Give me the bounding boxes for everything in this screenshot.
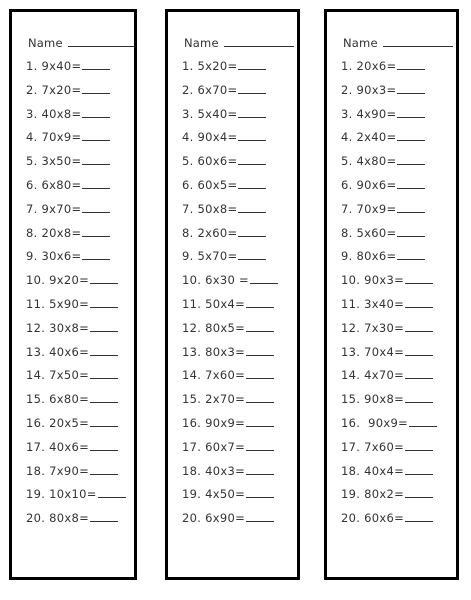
problem-item [26,273,130,297]
problem-text: 18. 40x4= [341,463,405,478]
problem-text: 5. 4x80= [341,154,397,169]
answer-blank [405,511,433,522]
problem-text: 2. 90x3= [341,82,397,97]
problem-item [341,416,452,440]
problem-text: 12. 7x30= [341,320,405,335]
answer-blank [90,416,118,427]
answer-blank [238,202,266,213]
problem-text: 1. 20x6= [341,59,397,73]
problem-text: 18. 7x90= [26,463,90,478]
answer-blank [405,273,433,284]
problem-text: 8. 20x8= [26,225,82,240]
problem-item [182,321,293,345]
answer-blank [397,178,425,189]
problem-text: 11. 5x90= [26,296,90,311]
answer-blank [405,440,433,451]
problem-item [182,59,293,83]
problem-text: 7. 50x8= [182,201,238,216]
problem-text: 19. 4x50= [182,487,246,502]
problem-item [26,297,130,321]
problem-text: 16. 90x9= [341,415,408,430]
problem-text: 10. 6x30 = [182,273,249,288]
answer-blank [409,416,437,427]
problem-text: 10. 90x3= [341,273,405,288]
answer-blank [90,392,118,403]
worksheet-strip-2 [165,9,300,580]
answer-blank [82,249,110,260]
problem-text: 16. 20x5= [26,415,90,430]
problem-item [26,464,130,488]
answer-blank [246,487,274,498]
problem-text: 1. 5x20= [182,59,238,73]
problem-text: 9. 30x6= [26,249,82,264]
problem-text: 7. 70x9= [341,201,397,216]
name-blank [383,38,453,47]
problem-text: 3. 5x40= [182,106,238,121]
answer-blank [238,107,266,118]
answer-blank [90,511,118,522]
problem-item [26,83,130,107]
answer-blank [397,130,425,141]
problem-text: 20. 60x6= [341,511,405,526]
worksheet-strip-1 [9,9,137,580]
problem-item [26,59,130,83]
answer-blank [82,178,110,189]
problem-text: 4. 70x9= [26,130,82,145]
answer-blank [250,273,278,284]
problem-item [182,345,293,369]
problem-item [182,416,293,440]
problem-text: 11. 50x4= [182,296,246,311]
name-label: Name [343,36,378,50]
problem-text: 6. 60x5= [182,177,238,192]
problem-item [341,297,452,321]
problem-text: 2. 7x20= [26,82,82,97]
answer-blank [82,107,110,118]
problem-item [182,154,293,178]
answer-blank [238,130,266,141]
problem-item [26,202,130,226]
answer-blank [397,226,425,237]
problem-text: 15. 90x8= [341,392,405,407]
answer-blank [82,202,110,213]
problem-item [341,154,452,178]
problem-text: 9. 5x70= [182,249,238,264]
problem-text: 1. 9x40= [26,59,82,73]
answer-blank [238,249,266,260]
answer-blank [90,321,118,332]
answer-blank [405,487,433,498]
problem-item [341,130,452,154]
problem-item [26,416,130,440]
answer-blank [397,83,425,94]
problem-item [341,368,452,392]
answer-blank [246,368,274,379]
name-label: Name [28,36,63,50]
problem-text: 17. 7x60= [341,439,405,454]
problem-item [341,273,452,297]
problem-item [341,392,452,416]
problem-text: 5. 3x50= [26,154,82,169]
problem-text: 4. 2x40= [341,130,397,145]
problem-item [26,249,130,273]
answer-blank [238,59,266,70]
problem-item [182,226,293,250]
problem-item [182,249,293,273]
problem-item [341,464,452,488]
problem-item [182,273,293,297]
problem-list [341,59,452,535]
problem-text: 14. 4x70= [341,368,405,383]
problem-item [26,487,130,511]
answer-blank [405,345,433,356]
problem-item [26,130,130,154]
problem-item [341,511,452,535]
problem-text: 20. 80x8= [26,511,90,526]
problem-item [182,487,293,511]
answer-blank [246,440,274,451]
answer-blank [90,297,118,308]
problem-text: 13. 70x4= [341,344,405,359]
problem-text: 7. 9x70= [26,201,82,216]
answer-blank [238,178,266,189]
problem-text: 17. 40x6= [26,439,90,454]
problem-text: 18. 40x3= [182,463,246,478]
answer-blank [397,154,425,165]
problem-item [182,83,293,107]
problem-text: 15. 2x70= [182,392,246,407]
problem-item [182,464,293,488]
problem-text: 16. 90x9= [182,415,246,430]
problem-text: 6. 6x80= [26,177,82,192]
answer-blank [405,368,433,379]
problem-item [182,202,293,226]
answer-blank [246,321,274,332]
answer-blank [82,226,110,237]
answer-blank [82,83,110,94]
problem-item [182,107,293,131]
answer-blank [397,107,425,118]
problem-item [182,130,293,154]
problem-item [341,249,452,273]
name-line [28,36,134,50]
problem-text: 9. 80x6= [341,249,397,264]
problem-text: 20. 6x90= [182,511,246,526]
answer-blank [397,202,425,213]
problem-item [341,83,452,107]
problem-item [26,321,130,345]
answer-blank [238,83,266,94]
problem-item [341,440,452,464]
problem-item [341,345,452,369]
problem-item [26,154,130,178]
answer-blank [397,59,425,70]
answer-blank [397,249,425,260]
problem-item [182,297,293,321]
problem-text: 19. 80x2= [341,487,405,502]
problem-item [341,321,452,345]
problem-text: 3. 40x8= [26,106,82,121]
problem-text: 13. 40x6= [26,344,90,359]
problem-item [341,178,452,202]
answer-blank [405,464,433,475]
name-blank [224,38,294,47]
problem-list [182,59,293,535]
answer-blank [98,487,126,498]
problem-text: 10. 9x20= [26,273,90,288]
problem-text: 2. 6x70= [182,82,238,97]
problem-text: 19. 10x10= [26,487,97,502]
worksheet-strip-3 [324,9,459,580]
problem-item [341,487,452,511]
problem-list [26,59,130,535]
problem-text: 14. 7x60= [182,368,246,383]
problem-text: 4. 90x4= [182,130,238,145]
answer-blank [90,440,118,451]
answer-blank [246,511,274,522]
problem-item [26,440,130,464]
answer-blank [238,154,266,165]
problem-item [26,511,130,535]
answer-blank [405,321,433,332]
problem-item [341,202,452,226]
name-blank [68,38,134,47]
problem-text: 13. 80x3= [182,344,246,359]
problem-text: 6. 90x6= [341,177,397,192]
answer-blank [82,154,110,165]
problem-text: 17. 60x7= [182,439,246,454]
problem-text: 5. 60x6= [182,154,238,169]
answer-blank [90,345,118,356]
answer-blank [405,297,433,308]
answer-blank [246,392,274,403]
answer-blank [82,130,110,141]
answer-blank [82,59,110,70]
answer-blank [246,345,274,356]
problem-text: 8. 2x60= [182,225,238,240]
answer-blank [246,464,274,475]
problem-item [26,178,130,202]
problem-item [26,107,130,131]
problem-text: 12. 80x5= [182,320,246,335]
answer-blank [246,416,274,427]
problem-item [182,440,293,464]
name-line [184,36,294,50]
problem-item [182,511,293,535]
problem-text: 14. 7x50= [26,368,90,383]
answer-blank [405,392,433,403]
answer-blank [90,464,118,475]
name-line [343,36,453,50]
problem-text: 11. 3x40= [341,296,405,311]
name-label: Name [184,36,219,50]
problem-item [182,392,293,416]
answer-blank [246,297,274,308]
answer-blank [90,273,118,284]
problem-item [26,392,130,416]
problem-text: 15. 6x80= [26,392,90,407]
problem-item [341,107,452,131]
problem-text: 12. 30x8= [26,320,90,335]
problem-item [182,368,293,392]
answer-blank [238,226,266,237]
problem-item [341,59,452,83]
problem-item [26,345,130,369]
problem-text: 3. 4x90= [341,106,397,121]
problem-item [341,226,452,250]
problem-text: 8. 5x60= [341,225,397,240]
problem-item [26,368,130,392]
problem-item [26,226,130,250]
answer-blank [90,368,118,379]
problem-item [182,178,293,202]
